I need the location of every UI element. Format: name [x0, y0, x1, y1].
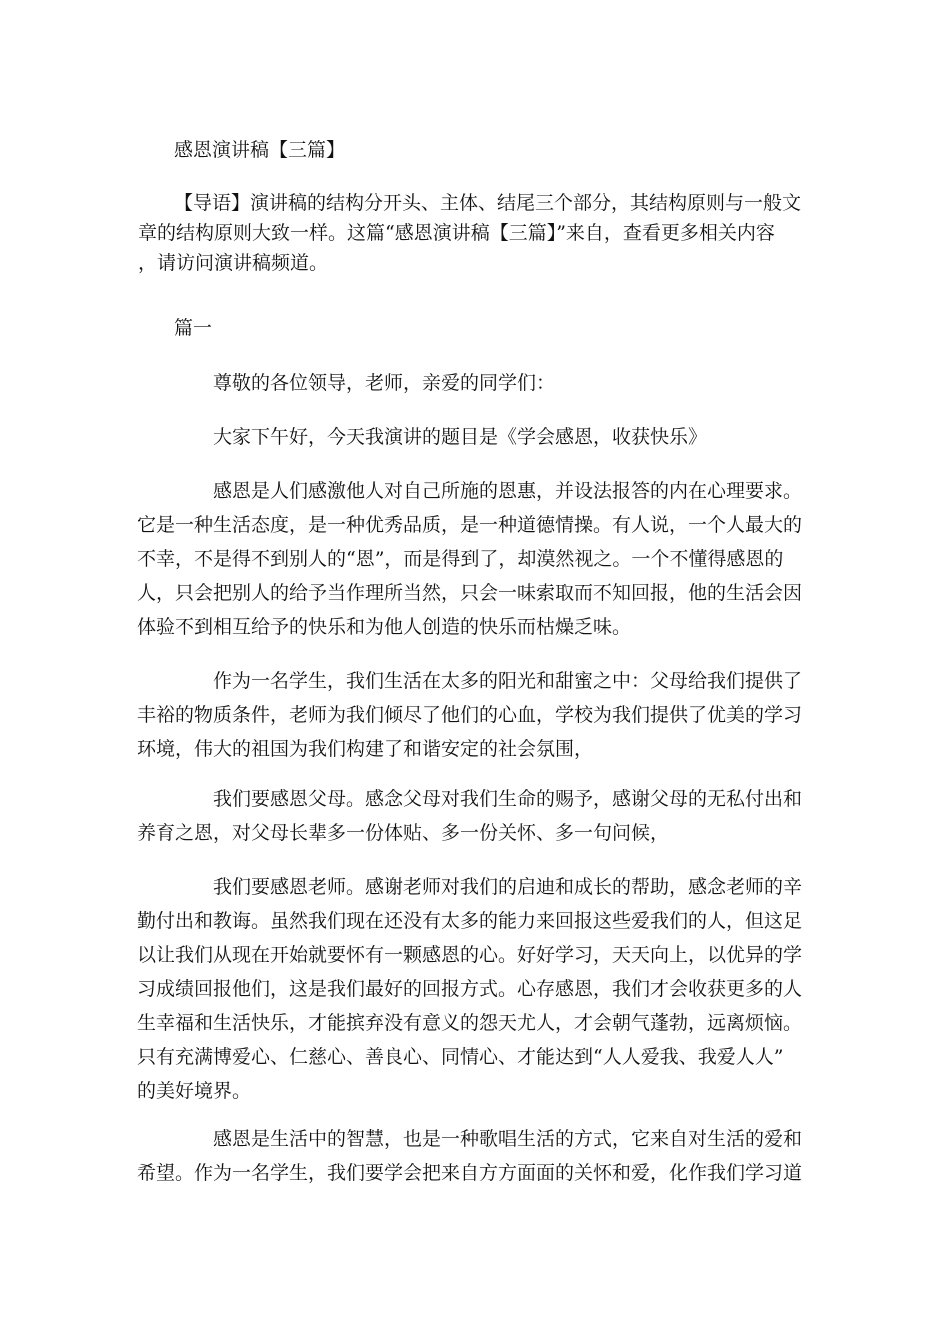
body-paragraph — [137, 474, 817, 644]
paragraph-line: 尊敬的各位领导，老师，亲爱的同学们： — [213, 372, 556, 394]
paragraph-line: 希望。作为一名学生，我们要学会把来自方方面面的关怀和爱，化作我们学习道 — [137, 1162, 803, 1184]
paragraph-line: 不幸，不是得不到别人的“恩”，而是得到了，却漠然视之。一个不懂得感恩的 — [137, 548, 784, 570]
intro-line: ，请访问演讲稿频道。 — [138, 252, 329, 274]
body-paragraph — [137, 1122, 817, 1190]
intro-paragraph — [138, 188, 814, 278]
paragraph-line: 感恩是人们感激他人对自己所施的恩惠，并设法报答的内在心理要求。 — [213, 480, 803, 502]
intro-line: 【导语】演讲稿的结构分开头、主体、结尾三个部分，其结构原则与一般文 — [174, 192, 802, 214]
paragraph-line: 人，只会把别人的给予当作理所当然，只会一味索取而不知回报，他的生活会因 — [137, 582, 803, 604]
paragraph-line: 环境，伟大的祖国为我们构建了和谐安定的社会氛围， — [137, 738, 594, 760]
paragraph-line: 丰裕的物质条件，老师为我们倾尽了他们的心血，学校为我们提供了优美的学习 — [137, 704, 803, 726]
body-paragraph — [137, 870, 817, 1108]
paragraph-line: 感恩是生活中的智慧，也是一种歌唱生活的方式，它来自对生活的爱和 — [213, 1128, 803, 1150]
paragraph-line: 以让我们从现在开始就要怀有一颗感恩的心。好好学习，天天向上，以优异的学 — [137, 944, 803, 966]
body-paragraph — [137, 664, 817, 766]
paragraph-line: 大家下午好，今天我演讲的题目是《学会感恩，收获快乐》 — [213, 426, 708, 448]
paragraph-line: 体验不到相互给予的快乐和为他人创造的快乐而枯燥乏味。 — [137, 616, 632, 638]
body-paragraph — [137, 782, 817, 850]
body-paragraph — [137, 420, 817, 454]
paragraph-line: 习成绩回报他们，这是我们最好的回报方式。心存感恩，我们才会收获更多的人 — [137, 978, 803, 1000]
paragraph-line: 我们要感恩父母。感念父母对我们生命的赐予，感谢父母的无私付出和 — [213, 788, 803, 810]
paragraph-line: 作为一名学生，我们生活在太多的阳光和甜蜜之中：父母给我们提供了 — [213, 670, 803, 692]
paragraph-line: 勤付出和教诲。虽然我们现在还没有太多的能力来回报这些爱我们的人，但这足 — [137, 910, 803, 932]
document-title: 感恩演讲稿【三篇】 — [174, 139, 346, 161]
paragraph-line: 生幸福和生活快乐，才能摈弃没有意义的怨天尤人，才会朝气蓬勃，远离烦恼。 — [137, 1012, 803, 1034]
paragraph-line: 我们要感恩老师。感谢老师对我们的启迪和成长的帮助，感念老师的辛 — [213, 876, 803, 898]
paragraph-line: 只有充满博爱心、仁慈心、善良心、同情心、才能达到“人人爱我、我爱人人” — [137, 1046, 784, 1068]
paragraph-line: 的美好境界。 — [137, 1080, 252, 1102]
paragraph-line: 它是一种生活态度，是一种优秀品质，是一种道德情操。有人说，一个人最大的 — [137, 514, 803, 536]
paragraph-line: 养育之恩，对父母长辈多一份体贴、多一份关怀、多一句问候， — [137, 822, 670, 844]
intro-line: 章的结构原则大致一样。这篇“感恩演讲稿【三篇】”来自，查看更多相关内容 — [138, 222, 775, 244]
body-paragraph — [137, 366, 817, 400]
section-heading: 篇一 — [174, 317, 213, 339]
